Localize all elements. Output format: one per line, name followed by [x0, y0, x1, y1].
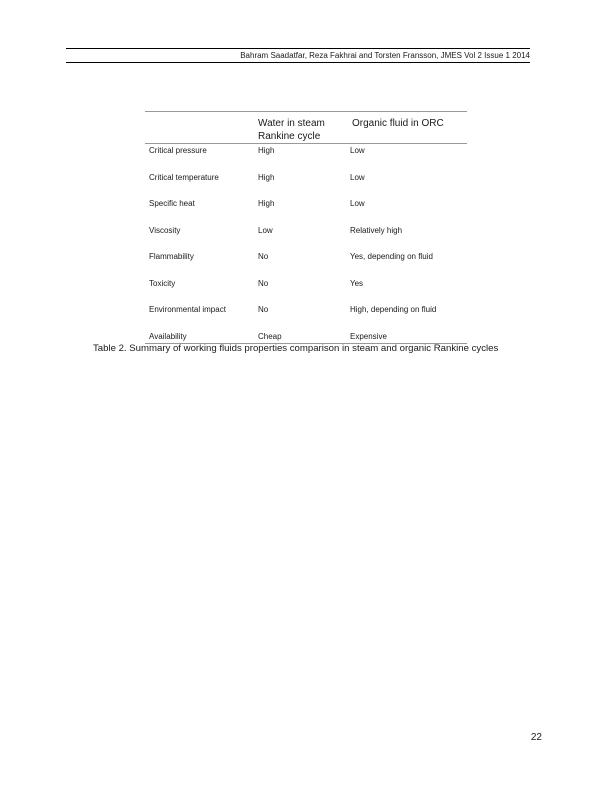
- table-cell-water: No: [258, 252, 269, 261]
- table-row: [145, 277, 467, 304]
- table-cell-property: Viscosity: [149, 225, 181, 235]
- table-cell-water: Low: [258, 225, 273, 235]
- table-cell-property: Critical pressure: [149, 146, 207, 155]
- table-header-organic: Organic fluid in ORC: [346, 112, 467, 144]
- table-header-row: [145, 112, 467, 144]
- table-cell-organic: High, depending on fluid: [350, 305, 437, 314]
- table-cell-organic: Relatively high: [350, 225, 403, 235]
- table-cell-water: No: [258, 278, 269, 288]
- table-cell-organic: Low: [350, 172, 365, 182]
- table-cell-organic: Low: [350, 199, 365, 208]
- page-number: 22: [530, 732, 542, 743]
- table-row: [145, 303, 467, 330]
- table-cell-property: Environmental impact: [149, 305, 226, 314]
- table-row: [145, 250, 467, 277]
- table-row: [145, 144, 467, 171]
- running-head: Bahram Saadatfar, Reza Fakhrai and Torsten Fransson, JMES Vol 2 Issue 1 2014: [240, 51, 530, 60]
- table-header-water: Water in steam Rankine cycle: [254, 112, 346, 144]
- table-row: [145, 197, 467, 224]
- table-cell-property: Specific heat: [149, 199, 195, 208]
- table-cell-property: Toxicity: [149, 278, 176, 288]
- table-cell-water: High: [258, 172, 275, 182]
- table-cell-water: High: [258, 199, 275, 208]
- properties-table: [145, 111, 467, 344]
- table-cell-water: Cheap: [254, 330, 346, 344]
- table-cell-water: High: [258, 146, 275, 155]
- table-cell-organic: Yes, depending on fluid: [350, 252, 433, 261]
- table-cell-organic: Expensive: [346, 330, 467, 344]
- table-cell-organic: Low: [350, 146, 365, 155]
- table-cell-property: Critical temperature: [149, 172, 219, 182]
- table-caption: Table 2. Summary of working fluids properties comparison in steam and organic Rankine cycles: [93, 343, 499, 354]
- table-cell-property: Availability: [145, 330, 254, 344]
- table-cell-property: Flammability: [149, 252, 194, 261]
- table-row: [145, 171, 467, 198]
- properties-table-container: [145, 111, 467, 344]
- table-cell-organic: Yes: [350, 278, 364, 288]
- header-rule-bottom: [66, 62, 530, 63]
- table-row: [145, 330, 467, 344]
- table-header-property: [145, 112, 254, 144]
- table-cell-water: No: [258, 305, 269, 314]
- table-row: [145, 224, 467, 251]
- header-rule-top: [66, 48, 530, 49]
